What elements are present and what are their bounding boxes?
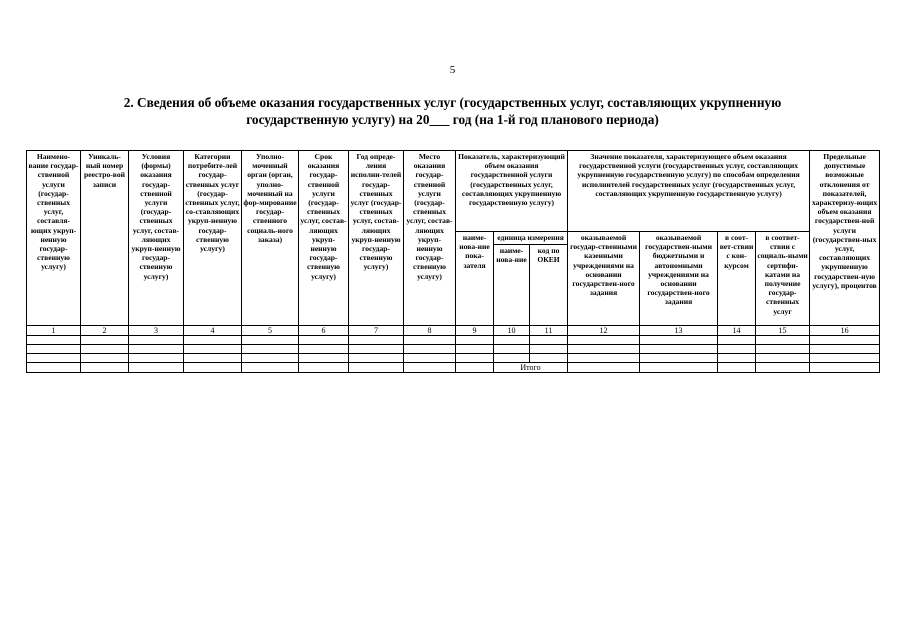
table-row — [27, 354, 880, 363]
table-cell — [184, 345, 242, 354]
table-cell — [129, 345, 184, 354]
volume-indicators-table — [26, 150, 880, 373]
header-registry-number: Уникаль-ный номер реестро-вой записи — [81, 151, 129, 326]
table-cell — [456, 363, 494, 373]
total-label: Итого — [494, 363, 568, 373]
column-number: 16 — [810, 326, 880, 336]
header-value-group: Значение показателя, характеризующего объем оказания государственной услуги (государственных услуг, составляющих укрупненную государственную услугу) по способам определения исполнителей государственных услуг (государственных услуг, составляющих укрупненную государственную услугу) — [568, 151, 810, 232]
column-number: 14 — [718, 326, 756, 336]
table-cell — [568, 336, 640, 345]
table-cell — [756, 363, 810, 373]
table-cell — [718, 336, 756, 345]
header-authorized-body: Уполно-моченный орган (орган, уполно-моченный на фор-мирование государ-ственного социаль-ного заказа) — [242, 151, 299, 326]
table-cell — [349, 336, 404, 345]
table-cell — [404, 336, 456, 345]
table-cell — [242, 354, 299, 363]
header-unit-group: единица измерения — [494, 232, 568, 245]
table-cell — [184, 363, 242, 373]
header-competition: в соот-вет-ствии с кон-курсом — [718, 232, 756, 326]
table-cell — [299, 336, 349, 345]
header-consumer-categories: Категории потребите-лей государ-ственных услуг (государ-ственных услуг, со-ставляющих укруп-ненную государ-ственную услугу) — [184, 151, 242, 326]
table-cell — [718, 345, 756, 354]
table-cell — [494, 354, 530, 363]
table-cell — [299, 363, 349, 373]
table-cell — [756, 354, 810, 363]
table-cell — [530, 345, 568, 354]
table-cell — [27, 345, 81, 354]
table-cell — [718, 354, 756, 363]
table-cell — [27, 363, 81, 373]
table-cell — [81, 354, 129, 363]
column-number: 6 — [299, 326, 349, 336]
table-cell — [81, 363, 129, 373]
table-cell — [349, 354, 404, 363]
table-cell — [568, 354, 640, 363]
column-number: 4 — [184, 326, 242, 336]
header-row-1 — [27, 151, 880, 232]
column-number: 3 — [129, 326, 184, 336]
column-number: 10 — [494, 326, 530, 336]
header-service-place: Место оказания государ-ственной услуги (государ-ственных услуг, состав-ляющих укруп-ненную государ-ственную услугу) — [404, 151, 456, 326]
table-cell — [756, 336, 810, 345]
table-cell — [810, 354, 880, 363]
title-line-1: 2. Сведения об объеме оказания государственных услуг (государственных услуг, составляющих укрупненную — [123, 95, 782, 110]
column-number: 15 — [756, 326, 810, 336]
table-cell — [756, 345, 810, 354]
table-cell — [242, 345, 299, 354]
column-number: 8 — [404, 326, 456, 336]
table-cell — [27, 354, 81, 363]
header-state-institutions: оказываемой государ-ственными казенными учреждениями на основании государствен-ного задания — [568, 232, 640, 326]
header-service-name: Наимено-вание государ-ственной услуги (государ-ственных услуг, составля-ющих укруп-ненную государ-ственную услугу) — [27, 151, 81, 326]
table-cell — [456, 336, 494, 345]
table-cell — [242, 363, 299, 373]
column-number: 9 — [456, 326, 494, 336]
header-okei-code: код по ОКЕИ — [530, 245, 568, 326]
table-cell — [129, 363, 184, 373]
title-line-2: государственную услугу) на 20___ год (на 1-й год планового периода) — [246, 112, 659, 127]
table-cell — [530, 336, 568, 345]
header-allowed-deviations: Предельные допустимые возможные отклонения от показателей, характеризу-ющих объем оказания государствен-ной услуги (государствен-ных услуг, составляющих укрупненную государствен-ную услугу), процентов — [810, 151, 880, 326]
table-cell — [494, 336, 530, 345]
table-cell — [640, 363, 718, 373]
page-number: 5 — [449, 64, 456, 76]
table-row — [27, 345, 880, 354]
table-cell — [530, 354, 568, 363]
column-number: 12 — [568, 326, 640, 336]
column-numbers-row — [27, 326, 880, 336]
table-cell — [810, 336, 880, 345]
total-row — [27, 363, 880, 373]
table-cell — [640, 354, 718, 363]
table-cell — [404, 363, 456, 373]
column-number: 2 — [81, 326, 129, 336]
table-cell — [27, 336, 81, 345]
table-cell — [718, 363, 756, 373]
header-budget-institutions: оказываемой государствен-ными бюджетными и автономными учреждениями на основании государствен-ного задания — [640, 232, 718, 326]
table-cell — [184, 336, 242, 345]
table-cell — [404, 354, 456, 363]
table-cell — [349, 363, 404, 373]
table-cell — [810, 345, 880, 354]
header-indicator-name: наиме-нова-ние пока-зателя — [456, 232, 494, 326]
table-cell — [129, 354, 184, 363]
header-social-certificates: в соответ-ствии с социаль-ными сертифи-катами на получение государ-ственных услуг — [756, 232, 810, 326]
table-cell — [568, 363, 640, 373]
table-cell — [81, 345, 129, 354]
header-indicator-group: Показатель, характеризующий объем оказания государственной услуги (государственных услуг, составляющих укрупненную государственную услугу) — [456, 151, 568, 232]
table-cell — [640, 336, 718, 345]
table-cell — [456, 345, 494, 354]
header-unit-name: наиме-нова-ние — [494, 245, 530, 326]
header-service-term: Срок оказания государ-ственной услуги (государ-ственных услуг, состав-ляющих укруп-ненную государ-ственную услугу) — [299, 151, 349, 326]
column-number: 13 — [640, 326, 718, 336]
header-provider-year: Год опреде-ления исполни-телей государ-ственных услуг (государ-ственных услуг, состав-ляющих укруп-ненную государ-ственную услугу) — [349, 151, 404, 326]
table-cell — [404, 345, 456, 354]
table-cell — [299, 354, 349, 363]
table-cell — [810, 363, 880, 373]
table-cell — [242, 336, 299, 345]
table-cell — [640, 345, 718, 354]
table-cell — [349, 345, 404, 354]
table-cell — [184, 354, 242, 363]
table-cell — [299, 345, 349, 354]
section-title — [40, 94, 865, 128]
table-cell — [81, 336, 129, 345]
column-number: 5 — [242, 326, 299, 336]
column-number: 1 — [27, 326, 81, 336]
header-conditions: Условия (формы) оказания государ-ственной услуги (государ-ственных услуг, состав-ляющих укруп-ненную государ-ственную услугу) — [129, 151, 184, 326]
table-cell — [494, 345, 530, 354]
table-cell — [129, 336, 184, 345]
table-cell — [568, 345, 640, 354]
column-number: 7 — [349, 326, 404, 336]
table-cell — [456, 354, 494, 363]
column-number: 11 — [530, 326, 568, 336]
table-row — [27, 336, 880, 345]
